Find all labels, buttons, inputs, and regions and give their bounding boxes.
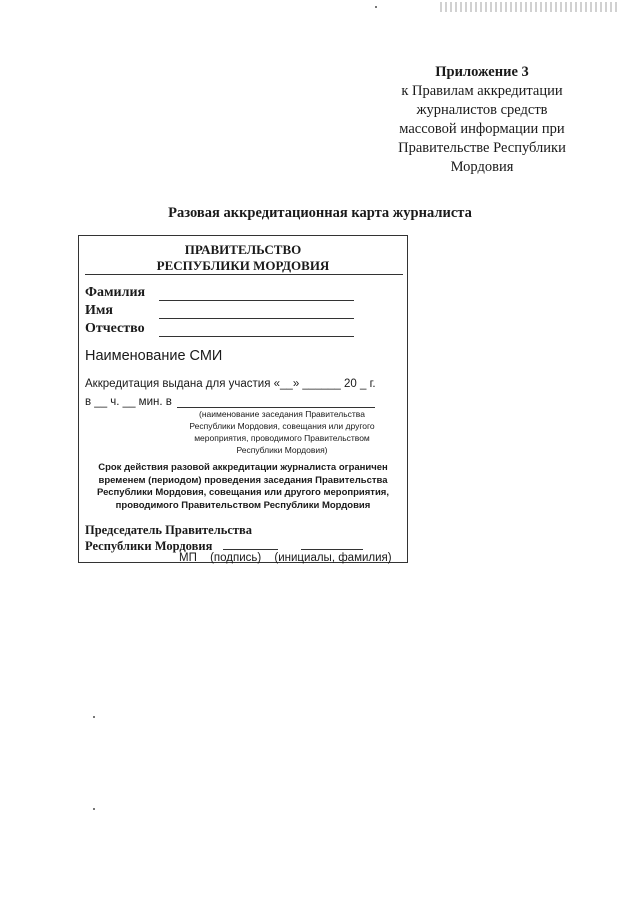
media-label: Наименование СМИ: [85, 348, 223, 364]
accreditation-card: [78, 235, 408, 563]
signature-caption: (подпись): [210, 552, 262, 564]
note-line: Республики Мордовия): [236, 445, 328, 455]
note-line: мероприятия, проводимого Правительством: [194, 433, 370, 443]
validity-line: проводимого Правительством Республики Мордовия: [115, 499, 371, 511]
note-line: (наименование заседания Правительства: [199, 409, 365, 419]
surname-label: Фамилия: [85, 285, 146, 300]
validity-line: Республики Мордовия, совещания или другого мероприятия,: [97, 487, 389, 498]
note-line: Республики Мордовия, совещания или другого: [189, 421, 375, 431]
patronymic-label: Отчество: [85, 321, 145, 336]
event-note: [169, 408, 395, 456]
surname-field[interactable]: [159, 300, 354, 301]
appendix-line: Правительстве Республики: [398, 140, 566, 156]
name-field[interactable]: [159, 318, 354, 319]
appendix-title: Приложение 3: [435, 64, 529, 80]
stamp-label: МП: [179, 552, 197, 564]
validity-notice: [85, 462, 401, 512]
chairman-line-1: Председатель Правительства: [85, 523, 253, 537]
validity-line: Срок действия разовой аккредитации журналиста ограничен: [98, 462, 388, 473]
patronymic-field[interactable]: [159, 336, 354, 337]
appendix-line: журналистов средств: [416, 102, 548, 118]
signature-caption-row: [179, 552, 402, 564]
signature-field[interactable]: [223, 549, 278, 550]
header-divider: [85, 274, 403, 275]
scan-dot: [375, 6, 377, 8]
appendix-line: Мордовия: [450, 159, 514, 175]
scan-artifact: [440, 2, 620, 12]
scan-dot: [93, 716, 95, 718]
appendix-line: массовой информации при: [399, 121, 565, 137]
scan-dot: [93, 808, 95, 810]
gov-line-1: ПРАВИТЕЛЬСТВО: [184, 242, 302, 257]
initials-field[interactable]: [301, 549, 363, 550]
validity-line: временем (периодом) проведения заседания Правительства: [98, 474, 388, 486]
name-label: Имя: [85, 303, 113, 318]
document-title: Разовая аккредитационная карта журналиста: [168, 205, 472, 221]
appendix-header: [372, 63, 592, 177]
time-text: в __ ч. __ мин. в: [85, 396, 172, 408]
accreditation-text: Аккредитация выдана для участия «__» ______ 20 _ г.: [85, 378, 376, 390]
chairman-line-2: Республики Мордовия: [85, 539, 213, 553]
gov-line-2: РЕСПУБЛИКИ МОРДОВИЯ: [156, 258, 330, 273]
appendix-line: к Правилам аккредитации: [401, 83, 563, 99]
government-header: [79, 242, 407, 274]
initials-caption: (инициалы, фамилия): [274, 552, 392, 564]
